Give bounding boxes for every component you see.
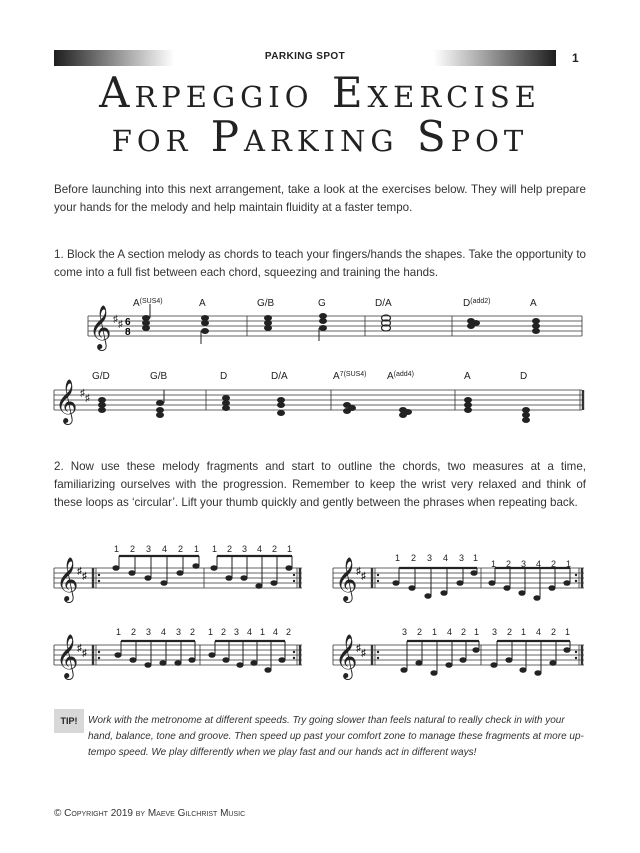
fingering-number: 3 bbox=[492, 627, 498, 637]
fingering-number: 1 bbox=[116, 627, 122, 637]
fingering-number: 2 bbox=[506, 559, 512, 569]
chord-symbol: A bbox=[199, 298, 206, 309]
exercise-1-staff-1 bbox=[88, 304, 582, 351]
treble-clef-icon: 𝄞 bbox=[56, 634, 79, 678]
fingering-number: 1 bbox=[287, 544, 293, 554]
sharp-c-icon: ♯ bbox=[361, 571, 366, 582]
fingering-number: 2 bbox=[272, 544, 278, 554]
page-title-line-2: for Parking Spot bbox=[111, 112, 529, 161]
fingering-number: 1 bbox=[114, 544, 120, 554]
fingering-number: 2 bbox=[221, 627, 227, 637]
treble-clef-icon: 𝄞 bbox=[335, 557, 358, 601]
fingering-number: 3 bbox=[459, 553, 465, 563]
chord-symbol: G bbox=[318, 298, 326, 309]
fragment-2-staff bbox=[333, 557, 584, 603]
tip-text: Work with the metronome at different speeds. Try going slower than feels natural to really check in with your hand, balance, tone and groove. Then speed up past your comfort zone to manage these fragments at more up-tempo speed. We play differently when we play fast and our hands act in different ways! bbox=[88, 715, 584, 758]
fingering-number: 2 bbox=[411, 553, 417, 563]
chord-symbol: G/B bbox=[257, 298, 275, 309]
intro-paragraph: Before launching into this next arrangement, take a look at the exercises below. They will help prepare your hands for the melody and help maintain fluidity at a faster tempo. bbox=[54, 183, 586, 214]
page-title-line-1: Arpeggio Exercise bbox=[99, 68, 541, 117]
fingering-number: 2 bbox=[178, 544, 184, 554]
sharp-c-icon: ♯ bbox=[118, 319, 123, 330]
treble-clef-icon: 𝄞 bbox=[56, 557, 79, 601]
fingering-number: 2 bbox=[286, 627, 292, 637]
fingering-number: 1 bbox=[473, 553, 479, 563]
fingering-number: 1 bbox=[474, 627, 480, 637]
exercise-1-staff-2 bbox=[54, 379, 583, 425]
sharp-c-icon: ♯ bbox=[82, 571, 87, 582]
sharp-f-icon: ♯ bbox=[77, 566, 82, 577]
fingering-number: 1 bbox=[565, 627, 571, 637]
fingering-number: 3 bbox=[146, 544, 152, 554]
chord-symbol: D/A bbox=[271, 371, 288, 382]
fingering-number: 1 bbox=[395, 553, 401, 563]
tip-badge: TIP! bbox=[54, 709, 84, 733]
header-title: PARKING SPOT bbox=[264, 51, 346, 62]
fingering-number: 2 bbox=[131, 627, 137, 637]
sharp-f-icon: ♯ bbox=[80, 388, 85, 399]
exercise-2-instructions: 2. Now use these melody fragments and start to outline the chords, two measures at a time, familiarizing ourselves with the progression. Remember to keep the wrist very relaxed and think of these loops as ‘circular’. Lift your thumb quickly and gently between the phrases when repeating back. bbox=[54, 460, 586, 509]
fingering-number: 1 bbox=[260, 627, 266, 637]
fingering-number: 1 bbox=[566, 559, 572, 569]
fingering-number: 2 bbox=[461, 627, 467, 637]
fingering-number: 3 bbox=[402, 627, 408, 637]
fingering-number: 4 bbox=[443, 553, 449, 563]
treble-clef-icon: 𝄞 bbox=[55, 379, 78, 423]
fingering-number: 1 bbox=[491, 559, 497, 569]
fingering-number: 4 bbox=[257, 544, 263, 554]
fingering-number: 2 bbox=[551, 559, 557, 569]
fragment-2-fingerings bbox=[395, 553, 571, 569]
exercise-1-chord-symbols-line-2 bbox=[92, 371, 527, 382]
sharp-f-icon: ♯ bbox=[356, 643, 361, 654]
fragment-1-staff bbox=[54, 556, 302, 603]
chord-symbol: $A^{(add4)}$ bbox=[387, 371, 414, 382]
chord-symbol: A bbox=[530, 298, 537, 309]
chord-symbol: A bbox=[464, 371, 471, 382]
fingering-number: 1 bbox=[212, 544, 218, 554]
sharp-f-icon: ♯ bbox=[113, 314, 118, 325]
fingering-number: 3 bbox=[234, 627, 240, 637]
fingering-number: 3 bbox=[521, 559, 527, 569]
exercise-1-instructions: 1. Block the A section melody as chords to teach your fingers/hands the shapes. Take the opportunity to come into a full fist between each chord, squeezing and training the hands. bbox=[54, 248, 586, 279]
fingering-number: 4 bbox=[162, 544, 168, 554]
chord-symbol: $A^{(SUS4)}$ bbox=[133, 298, 163, 309]
time-sig-bottom: 8 bbox=[125, 327, 131, 338]
fingering-number: 2 bbox=[130, 544, 136, 554]
fingering-number: 2 bbox=[507, 627, 513, 637]
sharp-c-icon: ♯ bbox=[82, 648, 87, 659]
fragment-4-fingerings bbox=[402, 627, 570, 637]
page-number: 1 bbox=[572, 51, 579, 65]
fingering-number: 4 bbox=[247, 627, 253, 637]
copyright-footer: © Copyright 2019 by Maeve Gilchrist Music bbox=[54, 808, 246, 819]
fingering-number: 4 bbox=[161, 627, 167, 637]
fingering-number: 3 bbox=[146, 627, 152, 637]
treble-clef-icon: 𝄞 bbox=[89, 305, 112, 349]
fingering-number: 2 bbox=[190, 627, 196, 637]
fragment-3-fingerings bbox=[116, 627, 291, 637]
fingering-number: 2 bbox=[551, 627, 557, 637]
fragment-1-fingerings bbox=[114, 544, 292, 554]
chord-symbol: G/D bbox=[92, 371, 110, 382]
fingering-number: 1 bbox=[208, 627, 214, 637]
fingering-number: 1 bbox=[194, 544, 200, 554]
treble-clef-icon: 𝄞 bbox=[335, 634, 358, 678]
fragment-4-staff bbox=[333, 634, 584, 680]
fragment-3-staff bbox=[54, 634, 302, 680]
fingering-number: 2 bbox=[417, 627, 423, 637]
time-sig-top: 6 bbox=[125, 317, 131, 328]
sharp-c-icon: ♯ bbox=[361, 648, 366, 659]
chord-symbol: D bbox=[520, 371, 528, 382]
fingering-number: 2 bbox=[227, 544, 233, 554]
fingering-number: 3 bbox=[427, 553, 433, 563]
chord-symbol: $A^{7(SUS4)}$ bbox=[333, 371, 367, 382]
fingering-number: 3 bbox=[176, 627, 182, 637]
fingering-number: 3 bbox=[242, 544, 248, 554]
sharp-c-icon: ♯ bbox=[85, 393, 90, 404]
sharp-f-icon: ♯ bbox=[356, 566, 361, 577]
fingering-number: 1 bbox=[432, 627, 438, 637]
fingering-number: 4 bbox=[447, 627, 453, 637]
sharp-f-icon: ♯ bbox=[77, 643, 82, 654]
fingering-number: 1 bbox=[521, 627, 527, 637]
fingering-number: 4 bbox=[536, 627, 542, 637]
chord-symbol: $D^{(add2)}$ bbox=[463, 298, 491, 309]
chord-symbol: D/A bbox=[375, 298, 392, 309]
fingering-number: 4 bbox=[536, 559, 542, 569]
fingering-number: 4 bbox=[273, 627, 279, 637]
chord-symbol: D bbox=[220, 371, 228, 382]
chord-symbol: G/B bbox=[150, 371, 168, 382]
exercise-1-chord-symbols-line-1 bbox=[133, 298, 537, 309]
